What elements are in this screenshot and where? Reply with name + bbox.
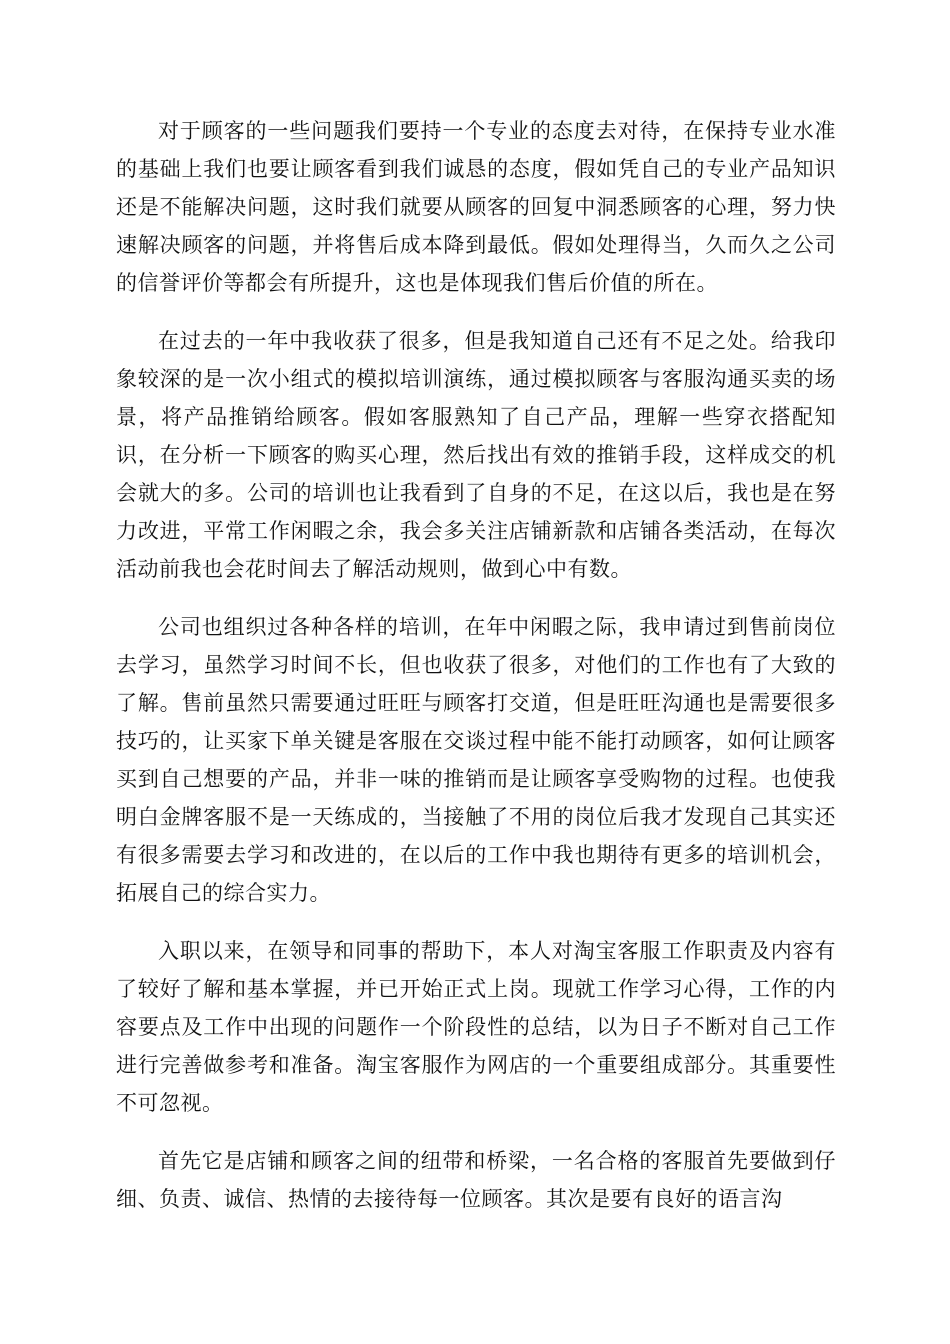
paragraph-5: 首先它是店铺和顾客之间的纽带和桥梁，一名合格的客服首先要做到仔细、负责、诚信、热情的去接待每一位顾客。其次是要有良好的语言沟 — [116, 1149, 836, 1211]
paragraph-4: 入职以来，在领导和同事的帮助下，本人对淘宝客服工作职责及内容有了较好了解和基本掌握，并已开始正式上岗。现就工作学习心得，工作的内容要点及工作中出现的问题作一个阶段性的总结，以为日子不断对自己工作进行完善做参考和准备。淘宝客服作为网店的一个重要组成部分。其重要性不可忽视。 — [116, 939, 836, 1115]
paragraph-2: 在过去的一年中我收获了很多，但是我知道自己还有不足之处。给我印象较深的是一次小组式的模拟培训演练，通过模拟顾客与客服沟通买卖的场景，将产品推销给顾客。假如客服熟知了自己产品，理解一些穿衣搭配知识，在分析一下顾客的购买心理，然后找出有效的推销手段，这样成交的机会就大的多。公司的培训也让我看到了自身的不足，在这以后，我也是在努力改进，平常工作闲暇之余，我会多关注店铺新款和店铺各类活动，在每次活动前我也会花时间去了解活动规则，做到心中有数。 — [116, 329, 836, 581]
paragraph-3: 公司也组织过各种各样的培训，在年中闲暇之际，我申请过到售前岗位去学习，虽然学习时间不长，但也收获了很多，对他们的工作也有了大致的了解。售前虽然只需要通过旺旺与顾客打交道，但是旺旺沟通也是需要很多技巧的，让买家下单关键是客服在交谈过程中能不能打动顾客，如何让顾客买到自己想要的产品，并非一味的推销而是让顾客享受购物的过程。也使我明白金牌客服不是一天练成的，当接触了不用的岗位后我才发现自己其实还有很多需要去学习和改进的，在以后的工作中我也期待有更多的培训机会，拓展自己的综合实力。 — [116, 615, 836, 905]
paragraph-1: 对于顾客的一些问题我们要持一个专业的态度去对待，在保持专业水准的基础上我们也要让顾客看到我们诚恳的态度，假如凭自己的专业产品知识还是不能解决问题，这时我们就要从顾客的回复中洞悉顾客的心理，努力快速解决顾客的问题，并将售后成本降到最低。假如处理得当，久而久之公司的信誉评价等都会有所提升，这也是体现我们售后价值的所在。 — [116, 119, 836, 295]
document-body — [116, 112, 836, 1238]
